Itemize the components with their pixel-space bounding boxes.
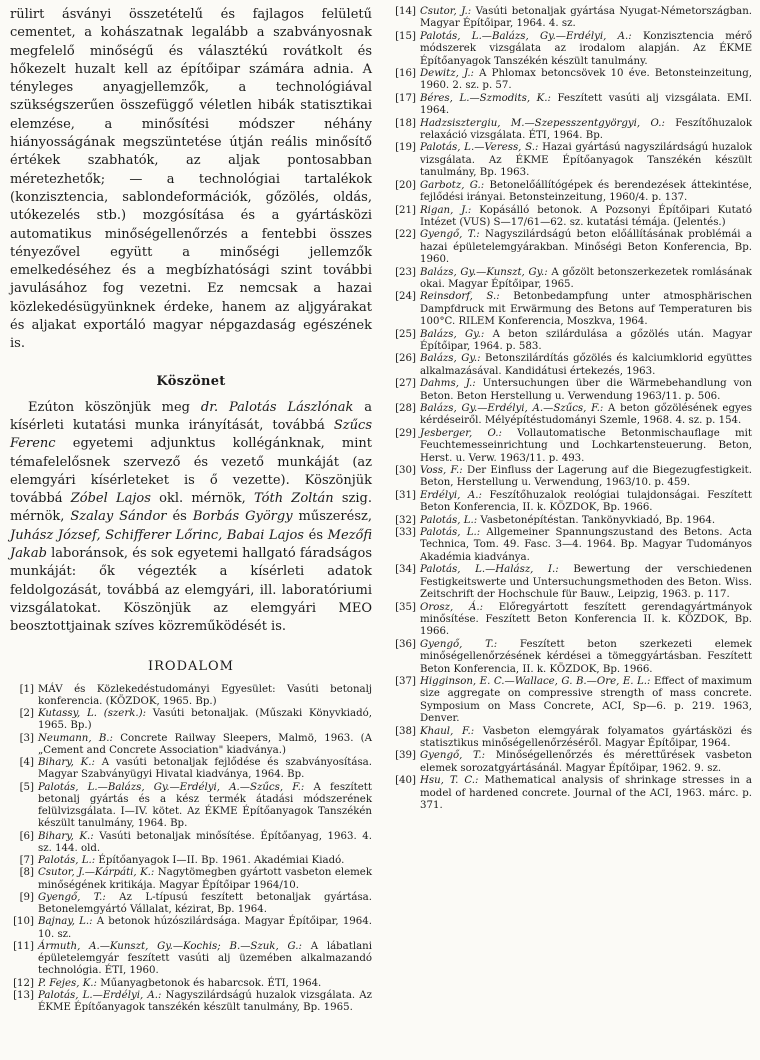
- reference-item: [10] Bajnay, L.: A betonok húzószilárdsága. Magyar Építőipar, 1964. 10. sz.: [13, 916, 372, 940]
- reference-item: [14] Csutor, J.: Vasúti betonaljak gyártása Nyugat-Németországban. Magyar Építőipar, 1964. 4. sz.: [395, 6, 752, 30]
- reference-item: [8] Csutor, J.—Kárpáti, K.: Nagytömegben gyártott vasbeton elemek minőségének kritikája. Magyar Építőipar 1964/10.: [19, 867, 373, 891]
- reference-item: [20] Garbotz, G.: Betonelőállítógépek és berendezések áttekintése, fejlődési irányai. Betonsteinzeitung, 1960/4. p. 137.: [395, 179, 752, 204]
- reference-item: [11] Ármuth, A.—Kunszt, Gy.—Kochis; B.—Szuk, G.: A lábatlani épületelemgyár feszített vasúti alj üzemében alkalmazandó technológia. ÉTI, 1960.: [13, 940, 373, 977]
- reference-item: [17] Béres, L.—Szmodits, K.: Feszített vasúti alj vizsgálata. EMI. 1964.: [395, 92, 752, 117]
- reference-list-left: [10, 684, 372, 1015]
- reference-item: [9] Gyengő, T.: Az L-típusú feszített betonaljak gyártása. Betonelemgyártó Vállalat, kézirat, Bp. 1964.: [19, 891, 372, 915]
- reference-item: [32] Palotás, L.: Vasbetonépítéstan. Tankönyvkiadó, Bp. 1964.: [395, 514, 716, 526]
- reference-list-right: [392, 6, 752, 812]
- references-heading: IRODALOM: [148, 658, 234, 674]
- reference-item: [4] Bihary, K.: A vasúti betonaljak fejlődése és szabványosítása. Magyar Szabványügyi Hivatal kiadványa, 1964. Bp.: [19, 757, 372, 781]
- reference-item: [18] Hadzsisztergiu, M.—Szepesszentgyörgyi, O.: Feszítőhuzalok relaxáció vizsgálata. ÉTI, 1964. Bp.: [395, 117, 752, 142]
- reference-item: [21] Rigan, J.: Kopásálló betonok. A Pozsonyi Építőipari Kutató Intézet (VUS) S—17/61—62. sz. kutatási témája. (Jelentés.): [395, 204, 752, 228]
- reference-item: [23] Balázs, Gy.—Kunszt, Gy.: A gőzölt betonszerkezetek romlásának okai. Magyar Építőipar, 1965.: [395, 266, 752, 290]
- reference-item: [28] Balázs, Gy.—Erdélyi, A.—Szűcs, F.: A beton gőzölésének egyes kérdéseiről. Mélyépítéstudományi Szemle, 1968. 4. sz. p. 154.: [395, 403, 752, 427]
- reference-item: [34] Palotás, L.—Halász, I.: Bewertung der verschiedenen Festigkeitswerte und Untersuchungsmethoden des Beton. Wiss. Zeitschrift der Hochschule für Bauw., Leipzig, 1963. p. 117.: [395, 564, 752, 601]
- reference-item: [24] Reinsdorf, S.: Betonbedampfung unter atmosphärischen Dampfdruck mit Erwärmung des Betons auf Temperaturen bis 100°C. RILEM Konferencia, Moszkva, 1964.: [395, 291, 752, 328]
- reference-item: [40] Hsu, T. C.: Mathematical analysis of shrinkage stresses in a model of hardened concrete. Journal of the ACI, 1963. márc. p. 371.: [395, 775, 752, 811]
- reference-item: [12] P. Fejes, K.: Műanyagbetonok és habarcsok. ÉTI, 1964.: [13, 977, 322, 989]
- reference-item: [1] MÁV és Közlekedéstudományi Egyesület: Vasúti betonalj konferencia. (KÖZDOK, 1965. Bp.): [19, 683, 372, 707]
- reference-item: [6] Bihary, K.: Vasúti betonaljak minősítése. Építőanyag, 1963. 4. sz. 144. old.: [19, 830, 372, 854]
- reference-item: [15] Palotás, L.—Balázs, Gy.—Erdélyi, A.: Konzisztencia mérő módszerek vizsgálata az irodalom alapján. Az ÉKME Építőanyagok Tanszékén készült tanulmány.: [395, 30, 752, 67]
- reference-item: [2] Kutassy, L. (szerk.): Vasúti betonaljak. (Műszaki Könyvkiadó, 1965. Bp.): [19, 708, 372, 732]
- reference-item: [33] Palotás, L.: Allgemeiner Spannungszustand des Betons. Acta Technica, Tom. 49. Fasc. 3—4. 1964. Bp. Magyar Tudományos Akadémia kiadványa.: [395, 527, 753, 563]
- reference-item: [16] Dewitz, J.: A Phlomax betoncsövek 10 éve. Betonsteinzeitung, 1960. 2. sz. p. 57.: [395, 68, 752, 92]
- right-column: [392, 6, 752, 812]
- reference-item: [19] Palotás, L.—Veress, S.: Hazai gyártású nagyszilárdságú huzalok vizsgálata. Az ÉKME Építőanyagok Tanszékén készült tanulmány, Bp. 1963.: [395, 142, 752, 179]
- reference-item: [5] Palotás, L.—Balázs, Gy.—Erdélyi, A.—Szűcs, F.: A feszített betonalj gyártás és a kész termék átadási módszerének felülvizsgálata. I—IV. kötet. Az ÉKME Építőanyagok Tanszékén készült tanulmány, 1964. Bp.: [19, 781, 372, 830]
- reference-item: [25] Balázs, Gy.: A beton szilárdulása a gőzölés után. Magyar Építőipar, 1964. p. 583.: [395, 328, 752, 352]
- reference-item: [36] Gyengő, T.: Feszített beton szerkezeti elemek minőségellenőrzésének kérdései a tömeggyártásban. Feszített Beton Konferencia, II. k. KÖZDOK, Bp. 1966.: [395, 638, 752, 675]
- body-paragraph: rülirt ásványi összetételű és fajlagos felületű cementet, a kohászatnak legalább a szabványosnak megfelelő minőségű és választékú rovátkolt és hőkezelt huzalt kell az építőipar számára adnia. A tényleges anyagjellemzők, a technológiával szükségszerűen összefüggő véletlen hibák statisztikai elemzése, a minősítési módszer néhány hiányosságának megszüntetése útján reális minősítő értékek szabhatók, az aljak pontosabban méretezhetők; — a technológiai tartalékok (konzisztencia, sablondeformációk, gőzölés, oldás, utókezelés stb.) mozgósítása és a gyártásközi automatikus minőségellenőrzés a fentebbi összes tényezővel együtt a minőségi jellemzők emelkedéséhez és a megbízhatósági szint további javulásához fog vezetni. Ez nemcsak a hazai közlekedésügyünknek érdeke, hanem az aljgyárakat és aljakat exportáló magyar népgazdaság egészének is.: [10, 7, 372, 352]
- acknowledgement-paragraph: Ezúton köszönjük meg dr. Palotás Lászlónak a kísérleti kutatási munka irányítását, továbbá Szűcs Ferenc egyetemi adjunktus kollégánknak, mint témafelelősnek szervező és vezető munkáját (az elemgyári kísérleteket is ő vezette). Köszönjük továbbá Zóbel Lajos okl. mérnök, Tóth Zoltán szig. mérnök, Szalay Sándor és Borbás György műszerész, Juhász József, Schifferer Lőrinc, Babai Lajos és Mezőfi Jakab laboránsok, és sok egyetemi hallgató fáradságos munkáját: ők végezték a kísérleti adatok feldolgozását, továbbá az elemgyári, ill. laboratóriumi vizsgálatokat. Köszönjük az elemgyári MEO beosztottjainak szíves közreműködését is.: [10, 399, 372, 635]
- reference-item: [29] Jesberger, O.: Vollautomatische Betonmischauflage mit Feuchtemesseinrichtung und Lochkartensteuerung. Beton, Herst. u. Verw. 1963/11. p. 493.: [395, 427, 752, 464]
- reference-item: [37] Higginson, E. C.—Wallace, G. B.—Ore, E. L.: Effect of maximum size aggregate on compressive strength of mass concrete. Symposium on Mass Concrete, ACI, Sp—6. p. 219. 1963, Denver.: [395, 675, 753, 725]
- reference-item: [3] Neumann, B.: Concrete Railway Sleepers, Malmö, 1963. (A „Cement and Concrete Association" kiadványa.): [19, 732, 373, 756]
- reference-item: [7] Palotás, L.: Építőanyagok I—II. Bp. 1961. Akadémiai Kiadó.: [19, 855, 345, 866]
- reference-item: [31] Erdélyi, A.: Feszítőhuzalok reológiai tulajdonságai. Feszített Beton Konferencia, II. k. KÖZDOK, Bp. 1966.: [395, 489, 752, 514]
- reference-item: [26] Balázs, Gy.: Betonszilárdítás gőzölés és kalciumklorid együttes alkalmazásával. Kandidátusi értekezés, 1963.: [395, 353, 752, 377]
- left-column: [10, 6, 372, 1014]
- reference-item: [39] Gyengő, T.: Minőségellenőrzés és mérettűrések vasbeton elemek sorozatgyártásánál. Magyar Építőipar, 1962. 9. sz.: [395, 750, 752, 774]
- reference-item: [22] Gyengő, T.: Nagyszilárdságú beton előállításának problémái a hazai épületelemgyárakban. Minőségi Beton Konferencia, Bp. 1960.: [395, 229, 752, 266]
- acknowledgement-heading: Köszönet: [156, 373, 226, 389]
- reference-item: [27] Dahms, J.: Untersuchungen über die Wärmebehandlung von Beton. Beton Herstellung u. Verwendung 1963/11. p. 506.: [395, 378, 752, 402]
- reference-item: [30] Voss, F.: Der Einfluss der Lagerung auf die Biegezugfestigkeit. Beton, Herstellung u. Verwendung, 1963/10. p. 459.: [395, 465, 753, 489]
- reference-item: [13] Palotás, L.—Erdélyi, A.: Nagyszilárdságú huzalok vizsgálata. Az ÉKME Építőanyagok tanszékén készült tanulmány, Bp. 1965.: [13, 989, 372, 1013]
- reference-item: [35] Orosz, Á.: Előregyártott feszített gerendagyártmányok minősítése. Feszített Beton Konferencia II. k. KÖZDOK, Bp. 1966.: [395, 601, 752, 638]
- reference-item: [38] Khaul, F.: Vasbeton elemgyárak folyamatos gyártásközi és statisztikus minőségellenőrzéséről. Magyar Építőipar, 1964.: [395, 725, 752, 749]
